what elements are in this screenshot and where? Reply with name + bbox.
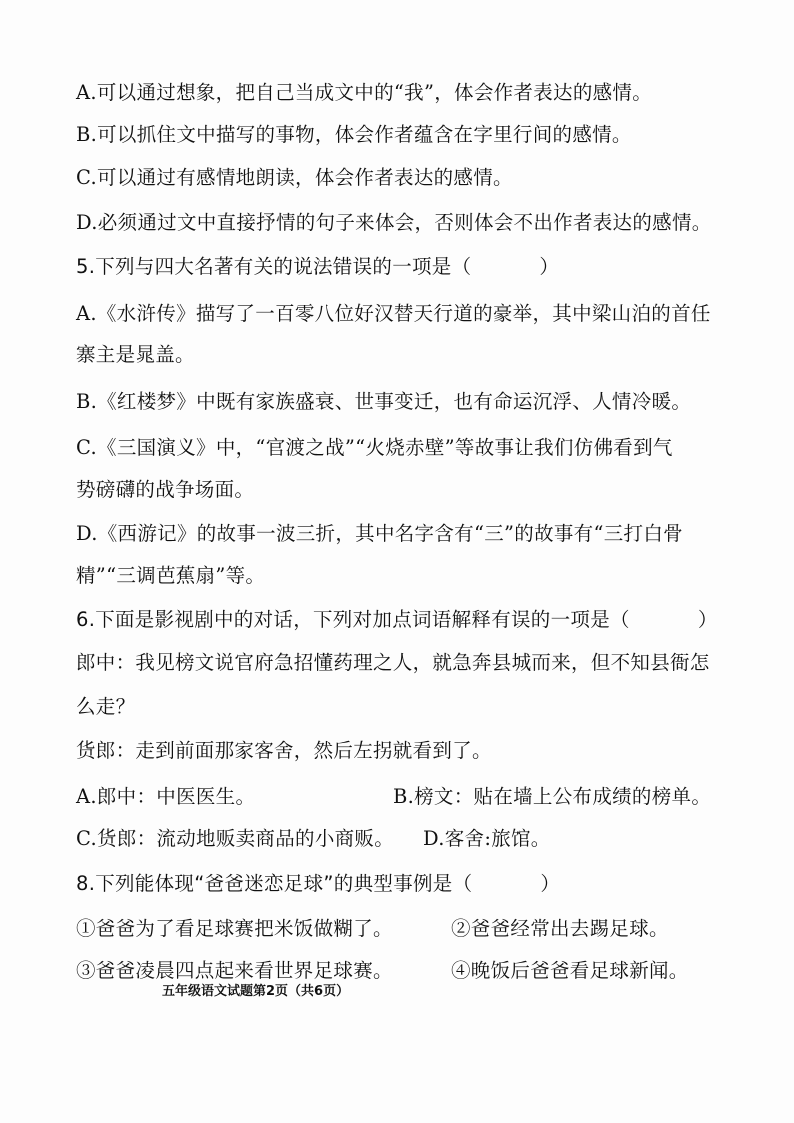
q5-stem (76, 254, 559, 280)
q8-bracket-close: ） (540, 872, 561, 895)
q6-dialog-1-line2: 么走？ (76, 695, 136, 718)
q8-stem-text: 8.下列能体现“爸爸迷恋足球”的典型事例是（ (76, 872, 473, 895)
q6-option-c: C.货郎：流动地贩卖商品的小商贩。 (76, 827, 395, 850)
q5-bracket-close: ） (539, 255, 560, 278)
q5-stem-text: 5.下列与四大名著有关的说法错误的一项是（ (76, 255, 472, 278)
q8-option-2: ②爸爸经常出去踢足球。 (451, 917, 669, 940)
q6-option-d: D.客舍:旅馆。 (423, 827, 551, 850)
q6-option-b: B.榜文：贴在墙上公布成绩的榜单。 (393, 785, 712, 808)
q4-option-a: A.可以通过想象，把自己当成文中的“我”，体会作者表达的感情。 (76, 81, 653, 104)
page-footer: 五年级语文试题第2页（共6页） (162, 984, 350, 999)
q5-option-c-line1: C.《三国演义》中，“官渡之战”“火烧赤壁”等故事让我们仿佛看到气 (76, 436, 673, 459)
q5-option-c-line2: 势磅礴的战争场面。 (76, 478, 255, 501)
q5-option-a-line1: A.《水浒传》描写了一百零八位好汉替天行道的豪举，其中梁山泊的首任 (76, 302, 711, 325)
q8-stem (76, 871, 560, 897)
q6-bracket-close: ） (697, 608, 718, 631)
q5-option-d-line2: 精”“三调芭蕉扇”等。 (76, 564, 266, 587)
q6-option-a: A.郎中：中医医生。 (76, 785, 256, 808)
q6-dialog-2: 货郎：走到前面那家客舍，然后左拐就看到了。 (76, 739, 492, 762)
q5-option-b: B.《红楼梦》中既有家族盛衰、世事变迁，也有命运沉浮、人情冷暖。 (76, 390, 692, 413)
q6-stem (76, 607, 718, 633)
q5-option-d-line1: D.《西游记》的故事一波三折，其中名字含有“三”的故事有“三打白骨 (76, 522, 683, 545)
q4-option-c: C.可以通过有感情地朗读，体会作者表达的感情。 (76, 166, 513, 189)
q6-dialog-1-line1: 郎中：我见榜文说官府急招懂药理之人，就急奔县城而来，但不知县衙怎 (76, 651, 710, 674)
q8-option-4: ④晚饭后爸爸看足球新闻。 (451, 959, 689, 982)
q8-option-1: ①爸爸为了看足球赛把米饭做糊了。 (76, 917, 393, 940)
q4-option-b: B.可以抓住文中描写的事物，体会作者蕴含在字里行间的感情。 (76, 123, 632, 146)
q6-stem-text: 6.下面是影视剧中的对话，下列对加点词语解释有误的一项是（ (76, 608, 630, 631)
q4-option-d: D.必须通过文中直接抒情的句子来体会，否则体会不出作者表达的感情。 (76, 211, 712, 234)
q5-option-a-line2: 寨主是晁盖。 (76, 343, 195, 366)
q8-option-3: ③爸爸凌晨四点起来看世界足球赛。 (76, 959, 393, 982)
